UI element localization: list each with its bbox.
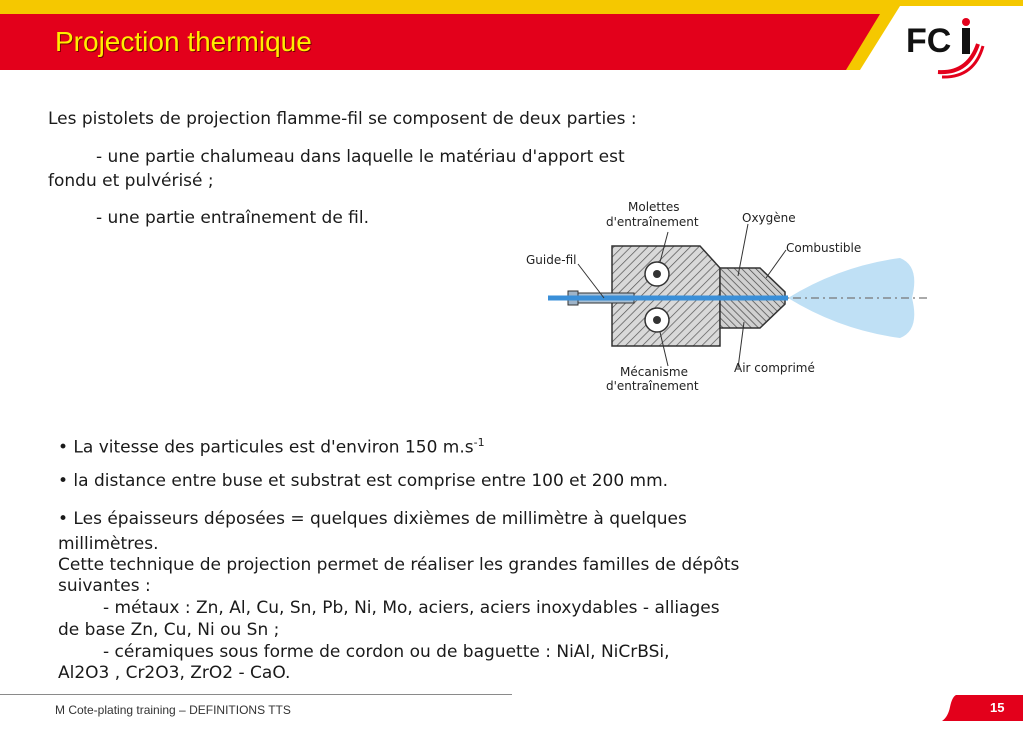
label-molettes: Molettes [628,200,680,214]
footer-divider [0,694,512,695]
page-number: 15 [990,700,1005,715]
families-metals-text: - métaux : Zn, Al, Cu, Sn, Pb, Ni, Mo, aciers, aciers inoxydables - alliages [103,598,720,618]
label-guide-fil: Guide-fil [526,253,577,267]
families-intro: Cette technique de projection permet de réaliser les grandes familles de dépôts [58,555,740,575]
bullet-distance: • la distance entre buse et substrat est comprise entre 100 et 200 mm. [58,471,669,491]
intro-item-1-cont: fondu et pulvérisé ; [48,171,214,191]
bullet-speed [58,432,485,459]
bullet-thickness: • Les épaisseurs déposées = quelques dixièmes de millimètre à quelques [58,509,687,529]
families-ceramics-text: - céramiques sous forme de cordon ou de baguette : NiAl, NiCrBSi, [103,642,670,662]
label-mecanisme: Mécanisme [620,365,688,379]
intro-item-1-text: - une partie chalumeau dans laquelle le matériau d'apport est [96,147,625,167]
families-ceramics-cont: Al2O3 , Cr2O3, ZrO2 - CaO. [58,663,291,683]
intro-item-2-text: - une partie entraînement de fil. [96,208,370,228]
intro-item-2 [48,207,369,229]
families-intro-cont: suivantes : [58,576,151,596]
intro-line: Les pistolets de projection flamme-fil se composent de deux parties : [48,109,637,129]
label-oxygene: Oxygène [742,211,796,225]
intro-item-1 [48,146,625,168]
bullet-speed-sup: -1 [473,436,485,449]
label-mecanisme-2: d'entraînement [606,379,699,393]
label-air: Air comprimé [734,361,815,375]
footer-text: M Cote-plating training – DEFINITIONS TTS [55,703,291,717]
svg-text:FC: FC [906,22,952,60]
fci-logo [898,14,988,84]
bullet-thickness-cont: millimètres. [58,534,159,554]
bullet-speed-text: • La vitesse des particules est d'environ 150 m.s [58,437,474,458]
label-combustible: Combustible [786,241,862,255]
families-metals-cont: de base Zn, Cu, Ni ou Sn ; [58,620,280,640]
flame-wire-gun-diagram [520,196,940,396]
label-molettes-2: d'entraînement [606,215,699,229]
page-badge [942,695,1023,721]
page-title: Projection thermique [55,26,312,57]
families-metals [58,597,720,619]
families-ceramics [58,641,670,663]
